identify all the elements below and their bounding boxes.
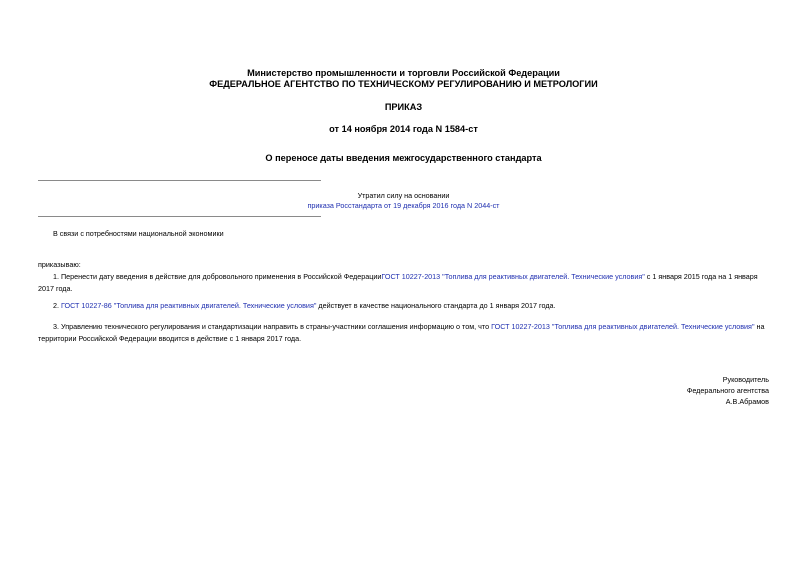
document-date-number: от 14 ноября 2014 года N 1584-ст: [329, 124, 478, 134]
order-item-1: [38, 271, 769, 295]
item2-text-end: действует в качестве национального стандарта до 1 января 2017 года.: [316, 301, 556, 310]
item3-text: 3. Управлению технического регулирования и стандартизации направить в страны-участники соглашения информацию о том, что: [53, 322, 492, 331]
signature-name: А.В.Абрамов: [725, 397, 769, 406]
document-header: [0, 68, 807, 90]
gost-10227-2013-link[interactable]: ГОСТ 10227-2013 "Топлива для реактивных двигателей. Технические условия": [381, 272, 645, 281]
signature-title: Руководитель: [722, 375, 769, 384]
repeal-order-link[interactable]: приказа Росстандарта от 19 декабря 2016 года N 2044-ст: [307, 201, 500, 210]
order-item-2: [38, 300, 769, 312]
ministry-name: Министерство промышленности и торговли Российской Федерации: [247, 68, 560, 78]
signature-agency: Федерального агентства: [686, 386, 769, 395]
agency-name: ФЕДЕРАЛЬНОЕ АГЕНТСТВО ПО ТЕХНИЧЕСКОМУ РЕГУЛИРОВАНИЮ И МЕТРОЛОГИИ: [209, 79, 598, 89]
signature-block: [687, 374, 769, 407]
divider-top: [38, 180, 321, 181]
item1-text: 1. Перенести дату введения в действие для добровольного применения в Российской Федерации: [53, 272, 382, 281]
gost-10227-2013-link-2[interactable]: ГОСТ 10227-2013 "Топлива для реактивных двигателей. Технические условия": [491, 322, 755, 331]
item3-text-end: на территории Российской Федерации вводится в действие с 1 января 2017 года.: [38, 322, 765, 343]
order-word: приказываю:: [38, 260, 81, 269]
document-type: ПРИКАЗ: [384, 102, 423, 112]
status-note: [0, 191, 807, 211]
order-body: [38, 259, 769, 295]
order-item-3: [38, 321, 769, 345]
item2-text: 2.: [53, 301, 61, 310]
order-item-3-block: [38, 321, 769, 345]
item1-text-end: с 1 января 2015 года на 1 января 2017 года.: [38, 272, 758, 293]
status-note-text: Утратил силу на основании: [357, 191, 450, 200]
divider-bottom: [38, 216, 321, 217]
intro-paragraph: [38, 228, 769, 240]
order-item-2-block: [38, 300, 769, 312]
document-subject: О переносе даты введения межгосударственного стандарта: [265, 153, 542, 163]
intro-text: В связи с потребностями национальной экономики: [53, 229, 224, 238]
gost-10227-86-link[interactable]: ГОСТ 10227-86 "Топлива для реактивных двигателей. Технические условия": [61, 301, 317, 310]
